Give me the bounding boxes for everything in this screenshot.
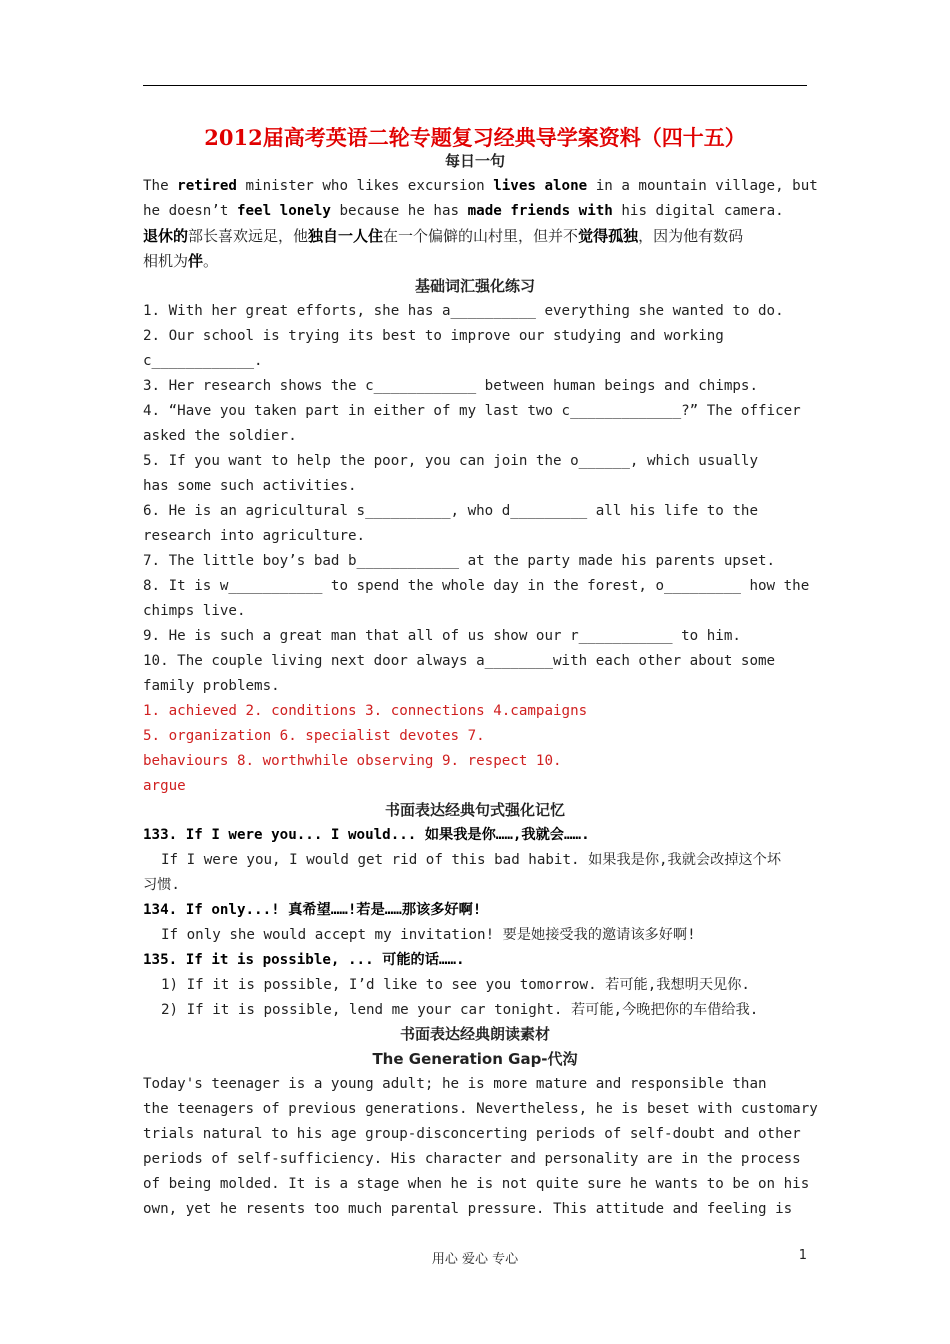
pattern-134-example: If only she would accept my invitation! 要是她接受我的邀请该多好啊! [161, 927, 696, 943]
pattern-133-example-cont: 习惯. [143, 877, 180, 893]
vocab-line: 5. If you want to help the poor, you can join the o______, which usually [143, 453, 758, 469]
pattern-134-heading: 134. If only...! 真希望……!若是……那该多好啊! [143, 902, 482, 918]
pattern-135-example-1: 1) If it is possible, I’d like to see you tomorrow. 若可能,我想明天见你. [161, 977, 750, 993]
reading-subheading: The Generation Gap-代沟 [372, 1050, 578, 1068]
reading-line: trials natural to his age group-disconcerting periods of self-doubt and other [143, 1126, 801, 1142]
reading-heading: 书面表达经典朗读素材 [399, 1025, 550, 1043]
vocab-line: family problems. [143, 678, 280, 694]
reading-line: the teenagers of previous generations. Nevertheless, he is beset with customary [143, 1101, 818, 1117]
vocab-heading: 基础词汇强化练习 [414, 277, 535, 295]
vocab-line: has some such activities. [143, 478, 357, 494]
pattern-133-example: If I were you, I would get rid of this bad habit. 如果我是你,我就会改掉这个坏 [161, 852, 782, 868]
document-title: 2012届高考英语二轮专题复习经典导学案资料（四十五） [204, 125, 746, 150]
reading-line: Today's teenager is a young adult; he is more mature and responsible than [143, 1076, 767, 1092]
answer-line: argue [143, 778, 186, 794]
answer-line: 1. achieved 2. conditions 3. connections 4.campaigns [143, 703, 588, 719]
daily-en-line-2: he doesn’t feel lonely because he has made friends with his digital camera. [143, 203, 784, 219]
daily-heading: 每日一句 [444, 152, 505, 170]
page-number: 1 [798, 1248, 807, 1263]
pattern-135-heading: 135. If it is possible, ... 可能的话……. [143, 952, 465, 968]
header-rule [143, 85, 807, 86]
reading-line: of being molded. It is a stage when he is not quite sure he wants to be on his [143, 1176, 810, 1192]
vocab-line: 3. Her research shows the c____________ between human beings and chimps. [143, 378, 758, 394]
daily-zh-line-1: 退休的部长喜欢远足，他独自一人住在一个偏僻的山村里，但并不觉得孤独，因为他有数码 [143, 227, 744, 245]
footer-motto: 用心 爱心 专心 [431, 1252, 519, 1267]
vocab-line: 7. The little boy’s bad b____________ at the party made his parents upset. [143, 553, 776, 569]
patterns-heading: 书面表达经典句式强化记忆 [384, 801, 565, 819]
pattern-133-heading: 133. If I were you... I would... 如果我是你……,我就会……. [143, 827, 590, 843]
vocab-line: 6. He is an agricultural s__________, who d_________ all his life to the [143, 503, 758, 519]
vocab-line: 2. Our school is trying its best to improve our studying and working [143, 328, 724, 344]
reading-line: own, yet he resents too much parental pressure. This attitude and feeling is [143, 1201, 793, 1217]
vocab-line: 1. With her great efforts, she has a__________ everything she wanted to do. [143, 303, 784, 319]
vocab-line: 10. The couple living next door always a________with each other about some [143, 653, 776, 669]
pattern-135-example-2: 2) If it is possible, lend me your car tonight. 若可能,今晚把你的车借给我. [161, 1002, 759, 1018]
reading-line: periods of self-sufficiency. His character and personality are in the process [143, 1151, 801, 1167]
daily-en-line-1: The retired minister who likes excursion lives alone in a mountain village, but [143, 178, 818, 194]
answer-line: 5. organization 6. specialist devotes 7. [143, 728, 485, 744]
vocab-line: 9. He is such a great man that all of us show our r___________ to him. [143, 628, 741, 644]
daily-zh-line-2: 相机为伴。 [143, 252, 219, 270]
vocab-line: 4. “Have you taken part in either of my last two c_____________?” The officer [143, 403, 801, 419]
answer-line: behaviours 8. worthwhile observing 9. respect 10. [143, 753, 562, 769]
vocab-line: 8. It is w___________ to spend the whole day in the forest, o_________ how the [143, 578, 810, 594]
vocab-line: asked the soldier. [143, 428, 297, 444]
vocab-line: research into agriculture. [143, 528, 366, 544]
vocab-line: c____________. [143, 353, 263, 369]
vocab-line: chimps live. [143, 603, 246, 619]
